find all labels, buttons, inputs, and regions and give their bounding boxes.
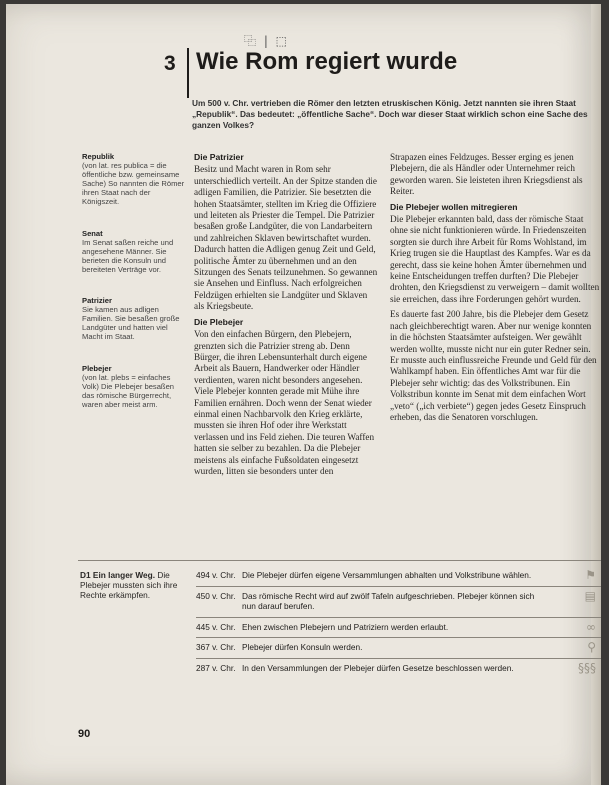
timeline-date: 450 v. Chr.	[196, 590, 236, 601]
glossary-definition: Im Senat saßen reiche und angesehene Männer. Sie berieten die Konsuln und bereiteten Verträge vor.	[82, 237, 174, 274]
timeline-row	[196, 659, 601, 679]
glossary-entry	[82, 229, 188, 274]
timeline-date: 445 v. Chr.	[196, 621, 236, 632]
section-heading: Die Plebejer wollen mitregieren	[390, 201, 518, 212]
glossary-term: Republik	[82, 152, 115, 161]
timeline-text: Plebejer dürfen Konsuln werden.	[242, 642, 363, 652]
timeline-row	[196, 618, 601, 639]
d1-title: Ein langer Weg.	[92, 570, 156, 580]
timeline-text: In den Versammlungen der Plebejer dürfen Gesetze beschlossen werden.	[242, 662, 514, 673]
glossary-definition: Sie kamen aus adligen Familien. Sie besaßen große Landgüter und hatten viel Macht im Staat.	[82, 305, 180, 342]
glossary-entry	[82, 296, 188, 341]
rings-icon: ∞	[586, 619, 596, 634]
chair-icon: ⚲	[587, 640, 596, 654]
timeline-date: 367 v. Chr.	[196, 642, 236, 652]
timeline-date: 287 v. Chr.	[196, 662, 236, 673]
body-paragraph: Es dauerte fast 200 Jahre, bis die Plebejer dem Gesetz nach gleichberechtigt waren. Aber nur wenige konnten in die höchsten Staatsämter aufsteigen. Wer gewählt werden wollte, musste nicht nur ein guter Redner sein. Er musste auch einflussreiche Freunde und Geld für den Wahlkampf haben. Ein öffentliches Amt war für die Plebejer sehr wichtig: das des Volkstribunen. Ein Volkstribun konnte im Senat mit dem einfachen Wort „veto“ („ich verbiete“) gegen jedes Gesetz Einspruch erheben, das die Senatoren vorschlugen.	[390, 309, 597, 422]
timeline	[196, 566, 601, 678]
chapter-title: Wie Rom regiert wurde	[196, 48, 458, 75]
text-column-1	[194, 152, 378, 481]
chapter-number: 3	[164, 52, 176, 75]
timeline-text: Ehen zwischen Plebejern und Patriziern werden erlaubt.	[242, 621, 449, 632]
glossary-definition: (von lat. res publica = die öffentliche bzw. gemeinsame Sache) So nannten die Römer ihren Staat nach der Königszeit.	[82, 161, 185, 207]
timeline-text: Die Plebejer dürfen eigene Versammlungen abhalten und Volkstribune wählen.	[242, 570, 532, 580]
section-heading: Die Plebejer	[194, 316, 244, 327]
page-number: 90	[78, 728, 91, 740]
text-column-2	[390, 152, 600, 427]
glossary-entry	[82, 152, 188, 207]
chapter-divider	[187, 48, 189, 98]
body-paragraph: Die Plebejer erkannten bald, dass der römische Staat ohne sie nicht funktionieren würde. In Friedenszeiten sorgten sie durch ihre Arbeit für Roms Wohlstand, im Krieg trugen sie die Hauptlast des Kampfes. War es da gerecht, dass sie keine hohen Ämter übernehmen und keine Entscheidungen treffen durften? Die Plebejer drohten, den Kriegsdienst zu verweigern – damit wollten sie erreichen, dass ihre Forderungen gehört wurden.	[390, 214, 600, 304]
d1-caption-text: Die Plebejer mussten sich ihre Rechte erkämpfen.	[80, 570, 178, 600]
timeline-row	[196, 566, 601, 587]
glossary-definition: (von lat. plebs = einfaches Volk) Die Plebejer besaßen das römische Bürgerrecht, waren aber meist arm.	[82, 372, 175, 409]
section-divider	[78, 560, 601, 561]
body-paragraph: Strapazen eines Feldzuges. Besser erging es jenen Plebejern, die als Händler oder Unternehmer reich geworden waren. Sie leisteten ihren Kriegsdienst als Reiter.	[390, 152, 583, 197]
glossary-term: Senat	[82, 228, 103, 238]
body-paragraph: Besitz und Macht waren in Rom sehr unterschiedlich verteilt. An der Spitze standen die adligen Familien, die Patrizier. Sie besetzten die hohen Staatsämter, stellten im Krieg die Offiziere und leiteten als Priester die Tempel. Die Patrizier besaßen große Landgüter, die von Landarbeitern und zahlreichen Sklaven bewirtschaftet wurden. Dadurch hatten die Adligen genug Zeit und Geld, politische Ämter zu übernehmen und an den Sitzungen des Senats teilzunehmen. So gewannen sie Ansehen und Einfluss. Nach erfolgreichen Feldzügen erhielten sie Landgüter und Sklaven als Kriegsbeute.	[194, 164, 378, 312]
tablets-icon: ▤	[584, 588, 596, 603]
timeline-row	[196, 587, 601, 618]
glossary-entry	[82, 364, 188, 409]
flag-icon: ⚑	[585, 568, 596, 582]
timeline-row	[196, 638, 601, 659]
body-paragraph: Von den einfachen Bürgern, den Plebejern, grenzten sich die Patrizier streng ab. Denn Bürger, die ihren Lebensunterhalt durch eigene Arbeit als Bauern, Handwerker oder Händler verdienten, waren nicht besonders angesehen. Viele Plebejer konnten gerade mit Mühe ihre Familien ernähren. Doch wenn der Senat wieder einmal einen Nachbarvolk den Krieg erklärte, mussten sie ihren Hof oder ihre Werkstatt verlassen und ins Feld ziehen. Die teuren Waffen hatten sie selber zu bezahlen. Da die Plebejer meistens als einfache Fußsoldaten eingesetzt wurden, litten sie besonders unter den	[194, 329, 375, 476]
glossary-term: Patrizier	[82, 296, 112, 306]
header-icons: ⿻ | ⬚	[244, 34, 290, 48]
paragraph-icon: §§§	[578, 660, 596, 675]
d1-caption	[80, 570, 188, 600]
timeline-text: Das römische Recht wird auf zwölf Tafeln aufgeschrieben. Plebejer können sich nun darauf berufen.	[242, 590, 535, 611]
chapter-intro: Um 500 v. Chr. vertrieben die Römer den letzten etruskischen König. Jetzt nannten sie ihren Staat „Republik“. Das bedeutet: „öffentliche Sache“. Doch war dieser Staat wirklich schon eine Sache des ganzen Volkes?	[192, 98, 588, 130]
timeline-date: 494 v. Chr.	[196, 570, 236, 580]
textbook-page	[6, 4, 601, 785]
section-heading: Die Patrizier	[194, 152, 244, 162]
glossary-column	[82, 152, 188, 409]
glossary-term: Plebejer	[82, 363, 112, 373]
d1-label: D1	[80, 570, 91, 580]
